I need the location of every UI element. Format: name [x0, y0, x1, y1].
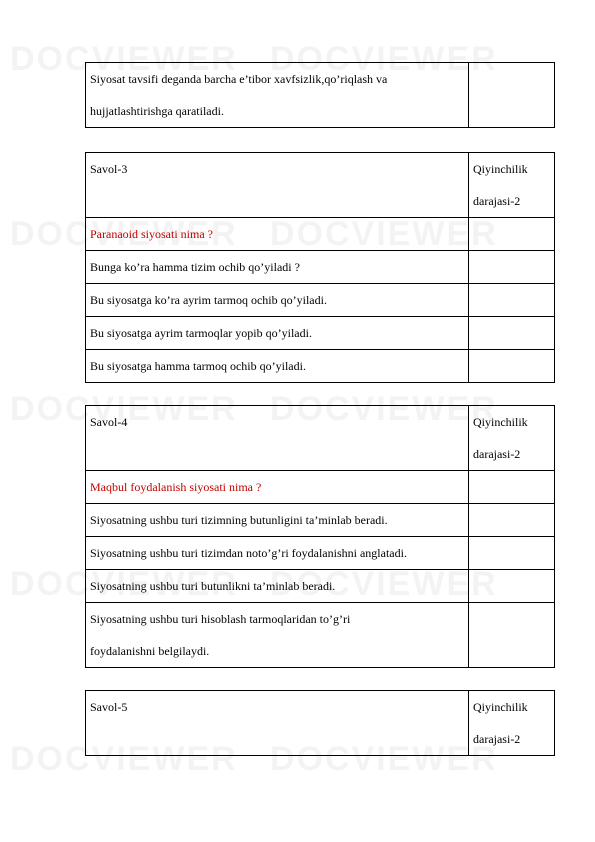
empty-cell: [469, 504, 555, 537]
answer-option: Siyosatning ushbu turi butunlikni ta’minlab beradi.: [86, 570, 469, 603]
empty-cell: [469, 317, 555, 350]
answer-text-line: Siyosat tavsifi deganda barcha e’tibor xavfsizlik,qo’riqlash va: [90, 72, 388, 86]
question-label: Savol-4: [86, 406, 469, 471]
question-table-savol-5: [85, 690, 555, 756]
difficulty-level: darajasi-2: [473, 732, 521, 746]
difficulty-level: darajasi-2: [473, 194, 521, 208]
empty-cell: [469, 471, 555, 504]
answer-text-line: hujjatlashtirishga qaratiladi.: [90, 104, 224, 118]
answer-option: [86, 603, 469, 668]
difficulty-level: darajasi-2: [473, 447, 521, 461]
answer-option: Siyosatning ushbu turi tizimning butunligini ta’minlab beradi.: [86, 504, 469, 537]
question-table-continued: [85, 62, 555, 128]
empty-cell: [469, 218, 555, 251]
empty-cell: [469, 570, 555, 603]
empty-cell: [469, 537, 555, 570]
question-table-savol-4: [85, 405, 555, 668]
question-text: Maqbul foydalanish siyosati nima ?: [86, 471, 469, 504]
answer-text-cell: [86, 63, 469, 128]
empty-cell: [469, 603, 555, 668]
answer-option-line: foydalanishni belgilaydi.: [90, 644, 210, 658]
answer-option: Siyosatning ushbu turi tizimdan noto’g’ri foydalanishni anglatadi.: [86, 537, 469, 570]
question-table-savol-3: [85, 152, 555, 383]
answer-option-line: Siyosatning ushbu turi hisoblash tarmoqlaridan to’g’ri: [90, 612, 351, 626]
empty-cell: [469, 350, 555, 383]
question-label: Savol-5: [86, 691, 469, 756]
empty-cell: [469, 63, 555, 128]
difficulty-label: Qiyinchilik: [473, 415, 528, 429]
difficulty-cell: [469, 153, 555, 218]
empty-cell: [469, 251, 555, 284]
difficulty-cell: [469, 406, 555, 471]
difficulty-label: Qiyinchilik: [473, 162, 528, 176]
answer-option: Bunga ko’ra hamma tizim ochib qo’yiladi ?: [86, 251, 469, 284]
difficulty-label: Qiyinchilik: [473, 700, 528, 714]
question-label: Savol-3: [86, 153, 469, 218]
question-text: Paranaoid siyosati nima ?: [86, 218, 469, 251]
answer-option: Bu siyosatga ko’ra ayrim tarmoq ochib qo’yiladi.: [86, 284, 469, 317]
empty-cell: [469, 284, 555, 317]
answer-option: Bu siyosatga ayrim tarmoqlar yopib qo’yiladi.: [86, 317, 469, 350]
difficulty-cell: [469, 691, 555, 756]
answer-option: Bu siyosatga hamma tarmoq ochib qo’yiladi.: [86, 350, 469, 383]
